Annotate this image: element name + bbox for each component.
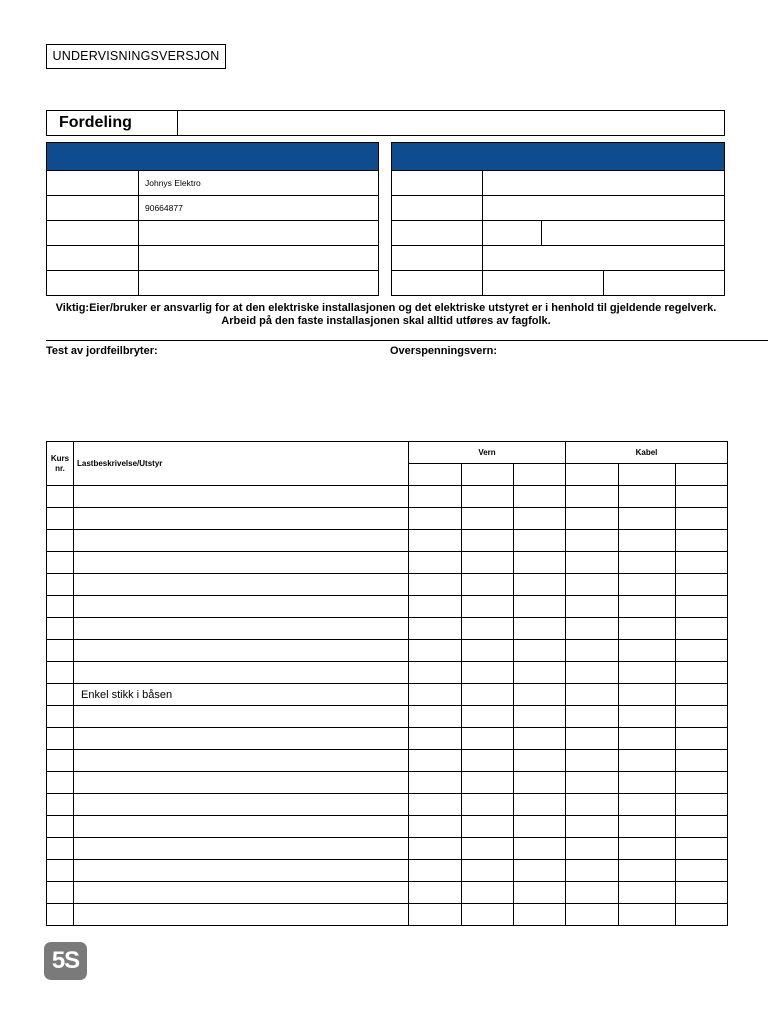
- info-value-right[interactable]: [604, 271, 725, 296]
- vern-cell[interactable]: [409, 552, 462, 574]
- owner-info-table: [391, 142, 725, 296]
- info-label: [392, 271, 483, 296]
- kurs-cell[interactable]: [47, 662, 74, 684]
- info-row: [392, 196, 725, 221]
- kabel-cell[interactable]: [566, 552, 619, 574]
- vern-cell[interactable]: [409, 838, 462, 860]
- fordeling-value[interactable]: [178, 111, 724, 135]
- kabel-cell[interactable]: [619, 552, 676, 574]
- kurs-cell[interactable]: [47, 772, 74, 794]
- table-row: [47, 574, 728, 596]
- kabel-cell[interactable]: [566, 728, 619, 750]
- kabel-cell[interactable]: [676, 530, 728, 552]
- kabel-cell[interactable]: [566, 794, 619, 816]
- vern-cell[interactable]: [409, 486, 462, 508]
- kabel-cell[interactable]: [676, 882, 728, 904]
- vern-cell[interactable]: [514, 552, 566, 574]
- kabel-cell[interactable]: [676, 750, 728, 772]
- vern-cell[interactable]: [514, 618, 566, 640]
- vern-cell[interactable]: [409, 618, 462, 640]
- kabel-cell[interactable]: [619, 574, 676, 596]
- vern-cell[interactable]: [462, 640, 514, 662]
- kabel-cell[interactable]: [676, 860, 728, 882]
- kabel-cell[interactable]: [619, 750, 676, 772]
- kabel-cell[interactable]: [676, 794, 728, 816]
- load-description-cell[interactable]: [74, 904, 409, 926]
- kabel-subheader: [619, 464, 676, 486]
- kurs-cell[interactable]: [47, 728, 74, 750]
- table-row: [47, 772, 728, 794]
- vern-cell[interactable]: [462, 684, 514, 706]
- kabel-cell[interactable]: [566, 860, 619, 882]
- table-row: [47, 838, 728, 860]
- load-description-cell[interactable]: [74, 508, 409, 530]
- kabel-cell[interactable]: [676, 772, 728, 794]
- kurs-cell[interactable]: [47, 794, 74, 816]
- version-badge: UNDERVISNINGSVERSJON: [46, 44, 226, 69]
- info-row: [47, 271, 379, 296]
- table-row: [47, 728, 728, 750]
- kabel-cell[interactable]: [619, 838, 676, 860]
- kabel-cell[interactable]: [619, 904, 676, 926]
- load-description-cell[interactable]: [74, 530, 409, 552]
- info-value[interactable]: Johnys Elektro: [139, 171, 379, 196]
- vern-cell[interactable]: [409, 662, 462, 684]
- info-value-left[interactable]: [483, 271, 604, 296]
- info-label: [47, 271, 139, 296]
- kabel-cell[interactable]: [676, 728, 728, 750]
- vern-cell[interactable]: [462, 750, 514, 772]
- table-row: [47, 706, 728, 728]
- divider: [46, 340, 768, 341]
- vern-cell[interactable]: [409, 860, 462, 882]
- table-row: [47, 882, 728, 904]
- info-row: [47, 221, 379, 246]
- kabel-cell[interactable]: [676, 574, 728, 596]
- kabel-cell[interactable]: [566, 618, 619, 640]
- kabel-cell[interactable]: [619, 530, 676, 552]
- load-description-header: Lastbeskrivelse/Utstyr: [74, 442, 409, 486]
- kabel-cell[interactable]: [619, 860, 676, 882]
- kurs-header: Kurs nr.: [47, 442, 74, 486]
- kabel-cell[interactable]: [676, 486, 728, 508]
- load-description-cell[interactable]: [74, 486, 409, 508]
- vern-cell[interactable]: [462, 904, 514, 926]
- vern-subheader: [462, 464, 514, 486]
- kabel-cell[interactable]: [619, 596, 676, 618]
- kurs-cell[interactable]: [47, 530, 74, 552]
- kabel-cell[interactable]: [566, 640, 619, 662]
- circuit-table-header: [47, 442, 728, 464]
- info-value[interactable]: 90664877: [139, 196, 379, 221]
- logo: 5S: [44, 942, 87, 980]
- fordeling-field: [46, 110, 725, 136]
- load-description-cell[interactable]: [74, 574, 409, 596]
- load-description-cell[interactable]: [74, 882, 409, 904]
- kurs-cell[interactable]: [47, 618, 74, 640]
- owner-table-header: [392, 143, 725, 171]
- kurs-cell[interactable]: [47, 706, 74, 728]
- vern-cell[interactable]: [409, 508, 462, 530]
- kabel-cell[interactable]: [566, 684, 619, 706]
- vern-cell[interactable]: [409, 728, 462, 750]
- kabel-cell[interactable]: [566, 508, 619, 530]
- kabel-cell[interactable]: [676, 684, 728, 706]
- kabel-cell[interactable]: [566, 486, 619, 508]
- kabel-cell[interactable]: [619, 728, 676, 750]
- kurs-cell[interactable]: [47, 574, 74, 596]
- table-row: [47, 640, 728, 662]
- vern-cell[interactable]: [409, 706, 462, 728]
- table-row: [47, 662, 728, 684]
- info-row: [392, 271, 725, 296]
- kabel-cell[interactable]: [566, 706, 619, 728]
- kabel-cell[interactable]: [676, 552, 728, 574]
- kurs-cell[interactable]: [47, 838, 74, 860]
- info-label: [392, 196, 483, 221]
- load-description-cell[interactable]: [74, 596, 409, 618]
- info-value[interactable]: [483, 246, 725, 271]
- contractor-info-table: [46, 142, 379, 296]
- kabel-cell[interactable]: [676, 706, 728, 728]
- vern-cell[interactable]: [409, 750, 462, 772]
- table-row: [47, 618, 728, 640]
- info-label: [392, 221, 483, 246]
- vern-cell[interactable]: [462, 838, 514, 860]
- info-label: [47, 246, 139, 271]
- load-description-cell[interactable]: [74, 640, 409, 662]
- load-description-cell[interactable]: [74, 728, 409, 750]
- load-description-cell[interactable]: [74, 772, 409, 794]
- vern-cell[interactable]: [462, 596, 514, 618]
- vern-cell[interactable]: [514, 816, 566, 838]
- kurs-cell[interactable]: [47, 684, 74, 706]
- vern-cell[interactable]: [462, 618, 514, 640]
- kabel-subheader: [566, 464, 619, 486]
- info-label: [47, 221, 139, 246]
- vern-cell[interactable]: [462, 816, 514, 838]
- kabel-cell[interactable]: [676, 596, 728, 618]
- kurs-cell[interactable]: [47, 552, 74, 574]
- vern-cell[interactable]: [514, 728, 566, 750]
- kabel-cell[interactable]: [619, 508, 676, 530]
- vern-cell[interactable]: [514, 574, 566, 596]
- vern-cell[interactable]: [462, 486, 514, 508]
- vern-cell[interactable]: [462, 728, 514, 750]
- kabel-cell[interactable]: [619, 794, 676, 816]
- info-label: [47, 171, 139, 196]
- table-row: [47, 860, 728, 882]
- info-value-long[interactable]: [542, 221, 725, 246]
- vern-cell[interactable]: [514, 486, 566, 508]
- kabel-cell[interactable]: [566, 662, 619, 684]
- table-row: [47, 684, 728, 706]
- load-description-cell[interactable]: [74, 706, 409, 728]
- kabel-header: Kabel: [566, 442, 728, 464]
- table-row: [47, 486, 728, 508]
- kabel-cell[interactable]: [619, 882, 676, 904]
- vern-cell[interactable]: [514, 662, 566, 684]
- kabel-cell[interactable]: [619, 486, 676, 508]
- table-row: [47, 530, 728, 552]
- kabel-cell[interactable]: [566, 816, 619, 838]
- vern-cell[interactable]: [514, 596, 566, 618]
- kabel-cell[interactable]: [619, 772, 676, 794]
- kabel-cell[interactable]: [566, 596, 619, 618]
- info-label: [392, 171, 483, 196]
- load-description-cell[interactable]: [74, 552, 409, 574]
- info-value[interactable]: [139, 246, 379, 271]
- vern-cell[interactable]: [514, 530, 566, 552]
- load-description-cell[interactable]: [74, 618, 409, 640]
- vern-cell[interactable]: [514, 860, 566, 882]
- kabel-cell[interactable]: [566, 838, 619, 860]
- info-row: [392, 246, 725, 271]
- table-row: [47, 596, 728, 618]
- rcd-test-label: Test av jordfeilbryter:: [46, 345, 158, 357]
- vern-cell[interactable]: [409, 574, 462, 596]
- kurs-cell[interactable]: [47, 486, 74, 508]
- info-row: [47, 246, 379, 271]
- vern-cell[interactable]: [462, 772, 514, 794]
- load-description-cell[interactable]: Enkel stikk i båsen: [74, 684, 409, 706]
- kabel-cell[interactable]: [566, 750, 619, 772]
- table-row: [47, 816, 728, 838]
- info-value[interactable]: [139, 271, 379, 296]
- vern-cell[interactable]: [409, 640, 462, 662]
- vern-subheader: [409, 464, 462, 486]
- info-row: [392, 171, 725, 196]
- vern-cell[interactable]: [514, 794, 566, 816]
- kurs-cell[interactable]: [47, 640, 74, 662]
- vern-cell[interactable]: [462, 530, 514, 552]
- vern-cell[interactable]: [409, 684, 462, 706]
- vern-cell[interactable]: [462, 662, 514, 684]
- table-row: [47, 794, 728, 816]
- kabel-cell[interactable]: [676, 838, 728, 860]
- kabel-cell[interactable]: [566, 574, 619, 596]
- kurs-cell[interactable]: [47, 904, 74, 926]
- kabel-cell[interactable]: [676, 618, 728, 640]
- kurs-cell[interactable]: [47, 882, 74, 904]
- info-value-short[interactable]: [483, 221, 542, 246]
- kurs-cell[interactable]: [47, 750, 74, 772]
- info-label: [392, 246, 483, 271]
- vern-subheader: [514, 464, 566, 486]
- kabel-cell[interactable]: [619, 618, 676, 640]
- vern-cell[interactable]: [462, 882, 514, 904]
- info-row: [392, 221, 725, 246]
- load-description-cell[interactable]: [74, 860, 409, 882]
- info-row: [47, 196, 379, 221]
- vern-cell[interactable]: [514, 508, 566, 530]
- vern-cell[interactable]: [514, 750, 566, 772]
- vern-cell[interactable]: [514, 772, 566, 794]
- vern-cell[interactable]: [409, 816, 462, 838]
- kurs-cell[interactable]: [47, 816, 74, 838]
- kabel-cell[interactable]: [566, 772, 619, 794]
- vern-cell[interactable]: [514, 838, 566, 860]
- kurs-cell[interactable]: [47, 508, 74, 530]
- vern-cell[interactable]: [462, 794, 514, 816]
- kabel-cell[interactable]: [566, 882, 619, 904]
- vern-cell[interactable]: [462, 706, 514, 728]
- vern-cell[interactable]: [514, 684, 566, 706]
- kabel-cell[interactable]: [676, 508, 728, 530]
- table-row: [47, 508, 728, 530]
- circuit-table: [46, 441, 728, 926]
- kabel-cell[interactable]: [619, 706, 676, 728]
- info-value[interactable]: [483, 196, 725, 221]
- fordeling-label: Fordeling: [47, 111, 178, 135]
- info-label: [47, 196, 139, 221]
- vern-cell[interactable]: [514, 904, 566, 926]
- responsibility-notice: Viktig:Eier/bruker er ansvarlig for at den elektriske installasjonen og det elektriske utstyret er i henhold til gjeldende regelverk. Arbeid på den faste installasjonen skal alltid utføres av fagfolk.: [55, 302, 717, 327]
- vern-cell[interactable]: [409, 596, 462, 618]
- vern-cell[interactable]: [462, 574, 514, 596]
- vern-cell[interactable]: [409, 882, 462, 904]
- kabel-cell[interactable]: [619, 684, 676, 706]
- load-description-cell[interactable]: [74, 816, 409, 838]
- vern-cell[interactable]: [514, 706, 566, 728]
- table-row: [47, 750, 728, 772]
- contractor-table-header: [47, 143, 379, 171]
- vern-cell[interactable]: [462, 552, 514, 574]
- load-description-cell[interactable]: [74, 838, 409, 860]
- kabel-cell[interactable]: [619, 662, 676, 684]
- load-description-cell[interactable]: [74, 662, 409, 684]
- kabel-cell[interactable]: [676, 904, 728, 926]
- surge-protection-label: Overspenningsvern:: [390, 345, 497, 357]
- vern-cell[interactable]: [409, 772, 462, 794]
- kabel-cell[interactable]: [676, 640, 728, 662]
- kurs-cell[interactable]: [47, 860, 74, 882]
- table-row: [47, 552, 728, 574]
- load-description-cell[interactable]: [74, 794, 409, 816]
- vern-cell[interactable]: [409, 904, 462, 926]
- vern-cell[interactable]: [514, 640, 566, 662]
- vern-cell[interactable]: [514, 882, 566, 904]
- info-value[interactable]: [139, 221, 379, 246]
- load-description-cell[interactable]: [74, 750, 409, 772]
- info-row: [47, 171, 379, 196]
- kabel-cell[interactable]: [619, 816, 676, 838]
- kabel-cell[interactable]: [566, 904, 619, 926]
- table-row: [47, 904, 728, 926]
- kabel-subheader: [676, 464, 728, 486]
- vern-cell[interactable]: [409, 530, 462, 552]
- kabel-cell[interactable]: [676, 816, 728, 838]
- kurs-cell[interactable]: [47, 596, 74, 618]
- vern-cell[interactable]: [462, 860, 514, 882]
- kabel-cell[interactable]: [619, 640, 676, 662]
- vern-cell[interactable]: [462, 508, 514, 530]
- vern-cell[interactable]: [409, 794, 462, 816]
- kabel-cell[interactable]: [676, 662, 728, 684]
- info-value[interactable]: [483, 171, 725, 196]
- vern-header: Vern: [409, 442, 566, 464]
- kabel-cell[interactable]: [566, 530, 619, 552]
